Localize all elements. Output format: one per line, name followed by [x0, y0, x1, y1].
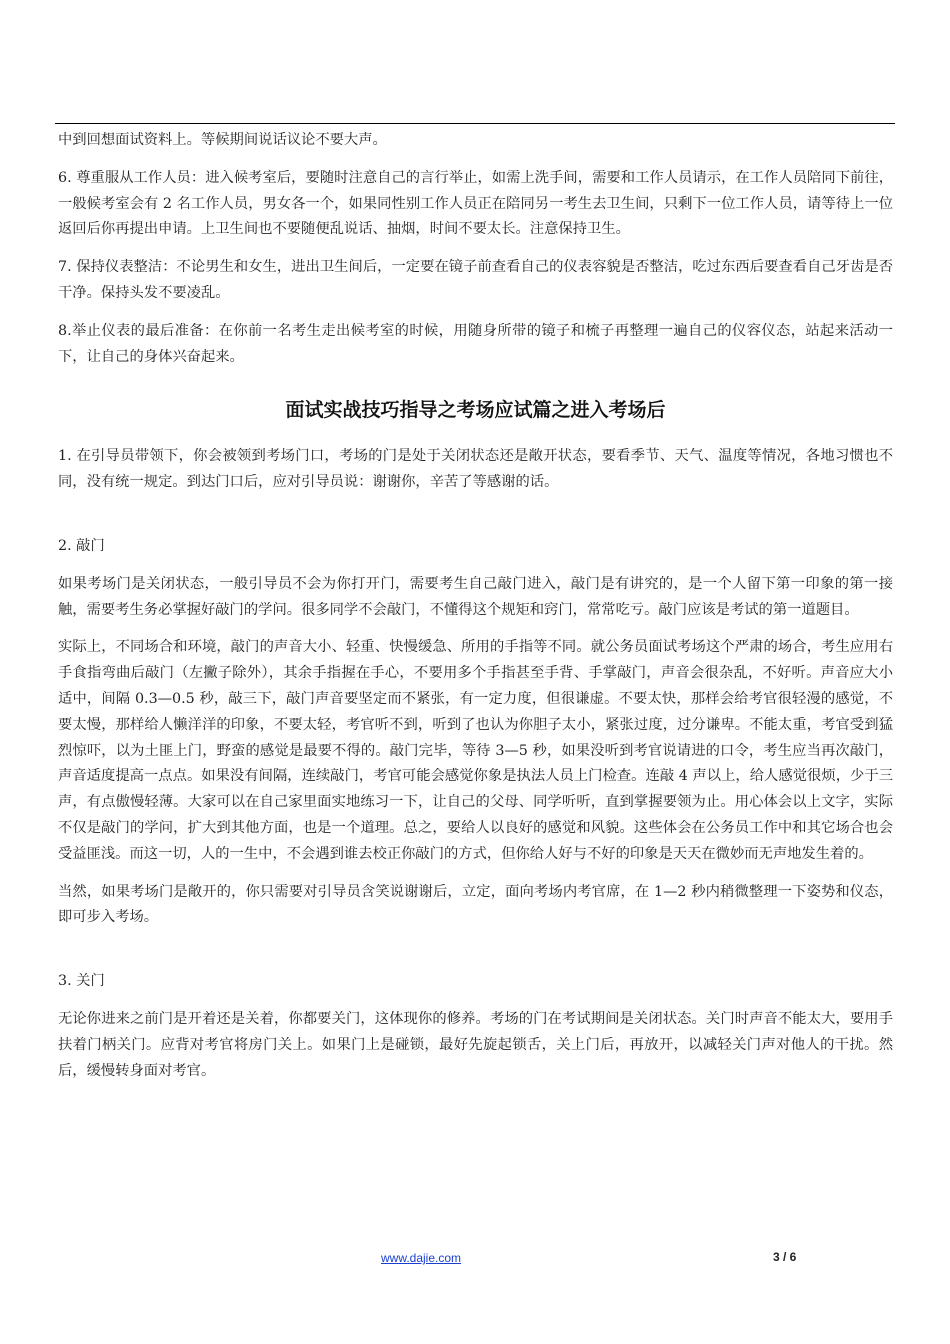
- paragraph: 中到回想面试资料上。等候期间说话议论不要大声。: [58, 132, 387, 148]
- paragraph: 8.举止仪表的最后准备：在你前一名考生走出候考室的时候，用随身所带的镜子和梳子再整理一遍自己的仪容仪态，站起来活动一下，让自己的身体兴奋起来。: [58, 322, 893, 365]
- paragraph: 无论你进来之前门是开着还是关着，你都要关门，这体现你的修养。考场的门在考试期间是关闭状态。关门时声音不能太大，要用手扶着门柄关门。应背对考官将房门关上。如果门上是碰锁，最好先旋起锁舌，关上门后，再放开，以减轻关门声对他人的干扰。然后，缓慢转身面对考官。: [58, 1010, 893, 1079]
- section-title: 面试实战技巧指导之考场应试篇之进入考场后: [285, 399, 666, 422]
- subheading-knock: 2. 敲门: [58, 537, 105, 554]
- header-rule: [55, 123, 895, 124]
- subheading-close-door: 3. 关门: [58, 973, 105, 990]
- paragraph: 当然，如果考场门是敞开的，你只需要对引导员含笑说谢谢后，立定，面向考场内考官席，在 1—2 秒内稍微整理一下姿势和仪态，即可步入考场。: [58, 883, 893, 926]
- paragraph: 1. 在引导员带领下，你会被领到考场门口，考场的门是处于关闭状态还是敞开状态，要看季节、天气、温度等情况，各地习惯也不同，没有统一规定。到达门口后，应对引导员说：谢谢你，辛苦了等感谢的话。: [58, 448, 893, 491]
- document-body: [58, 128, 893, 1096]
- paragraph: 7. 保持仪表整洁：不论男生和女生，进出卫生间后，一定要在镜子前查看自己的仪表容貌是否整洁，吃过东西后要查看自己牙齿是否干净。保持头发不要凌乱。: [58, 259, 893, 301]
- paragraph: 6. 尊重服从工作人员：进入候考室后，要随时注意自己的言行举止，如需上洗手间，需要和工作人员请示，在工作人员陪同下前往，一般候考室会有 2 名工作人员，男女各一个，如果同性别工作人员正在陪同另一考生去卫生间，只剩下一位工作人员，请等待上一位返回后你再提出申请。上卫生间也不要随便乱说话、抽烟，时间不要太长。注意保持卫生。: [58, 169, 893, 238]
- paragraph: 实际上，不同场合和环境，敲门的声音大小、轻重、快慢缓急、所用的手指等不同。就公务员面试考场这个严肃的场合，考生应用右手食指弯曲后敲门（左撇子除外），其余手指握在手心，不要用多个手指甚至手背、手掌敲门，声音会很杂乱，不好听。声音应大小适中，间隔 0.3—0.5 秒，敲三下，敲门声音要坚定而不紧张，有一定力度，但很谦虚。不要太快，那样会给考官很轻漫的感觉，不要太慢，那样给人懒洋洋的印象，不要太轻，考官听不到，听到了也认为你胆子太小，紧张过度，过分谦卑。不能太重，考官受到猛烈惊吓，以为土匪上门，野蛮的感觉是最要不得的。敲门完毕，等待 3—5 秒，如果没听到考官说请进的口令，考生应当再次敲门，声音适度提高一点点。如果没有间隔，连续敲门，考官可能会感觉你象是执法人员上门检查。连敲 4 声以上，给人感觉很烦，少于三声，有点傲慢轻薄。大家可以在自己家里面实地练习一下，让自己的父母、同学听听，直到掌握要领为止。用心体会以上文字，实际不仅是敲门的学问，扩大到其他方面，也是一个道理。总之，要给人以良好的感觉和风貌。这些体会在公务员工作中和其它场合也会受益匪浅。而这一切，人的一生中，不会遇到谁去校正你敲门的方式，但你给人好与不好的印象是天天在微妙而无声地发生着的。: [58, 639, 893, 862]
- paragraph: 如果考场门是关闭状态，一般引导员不会为你打开门，需要考生自己敲门进入，敲门是有讲究的，是一个人留下第一印象的第一接触，需要考生务必掌握好敲门的学问。很多同学不会敲门，不懂得这个规矩和窍门，常常吃亏。敲门应该是考试的第一道题目。: [58, 575, 893, 618]
- footer-link[interactable]: www.dajie.com: [381, 1251, 462, 1265]
- page-number: 3 / 6: [773, 1250, 797, 1264]
